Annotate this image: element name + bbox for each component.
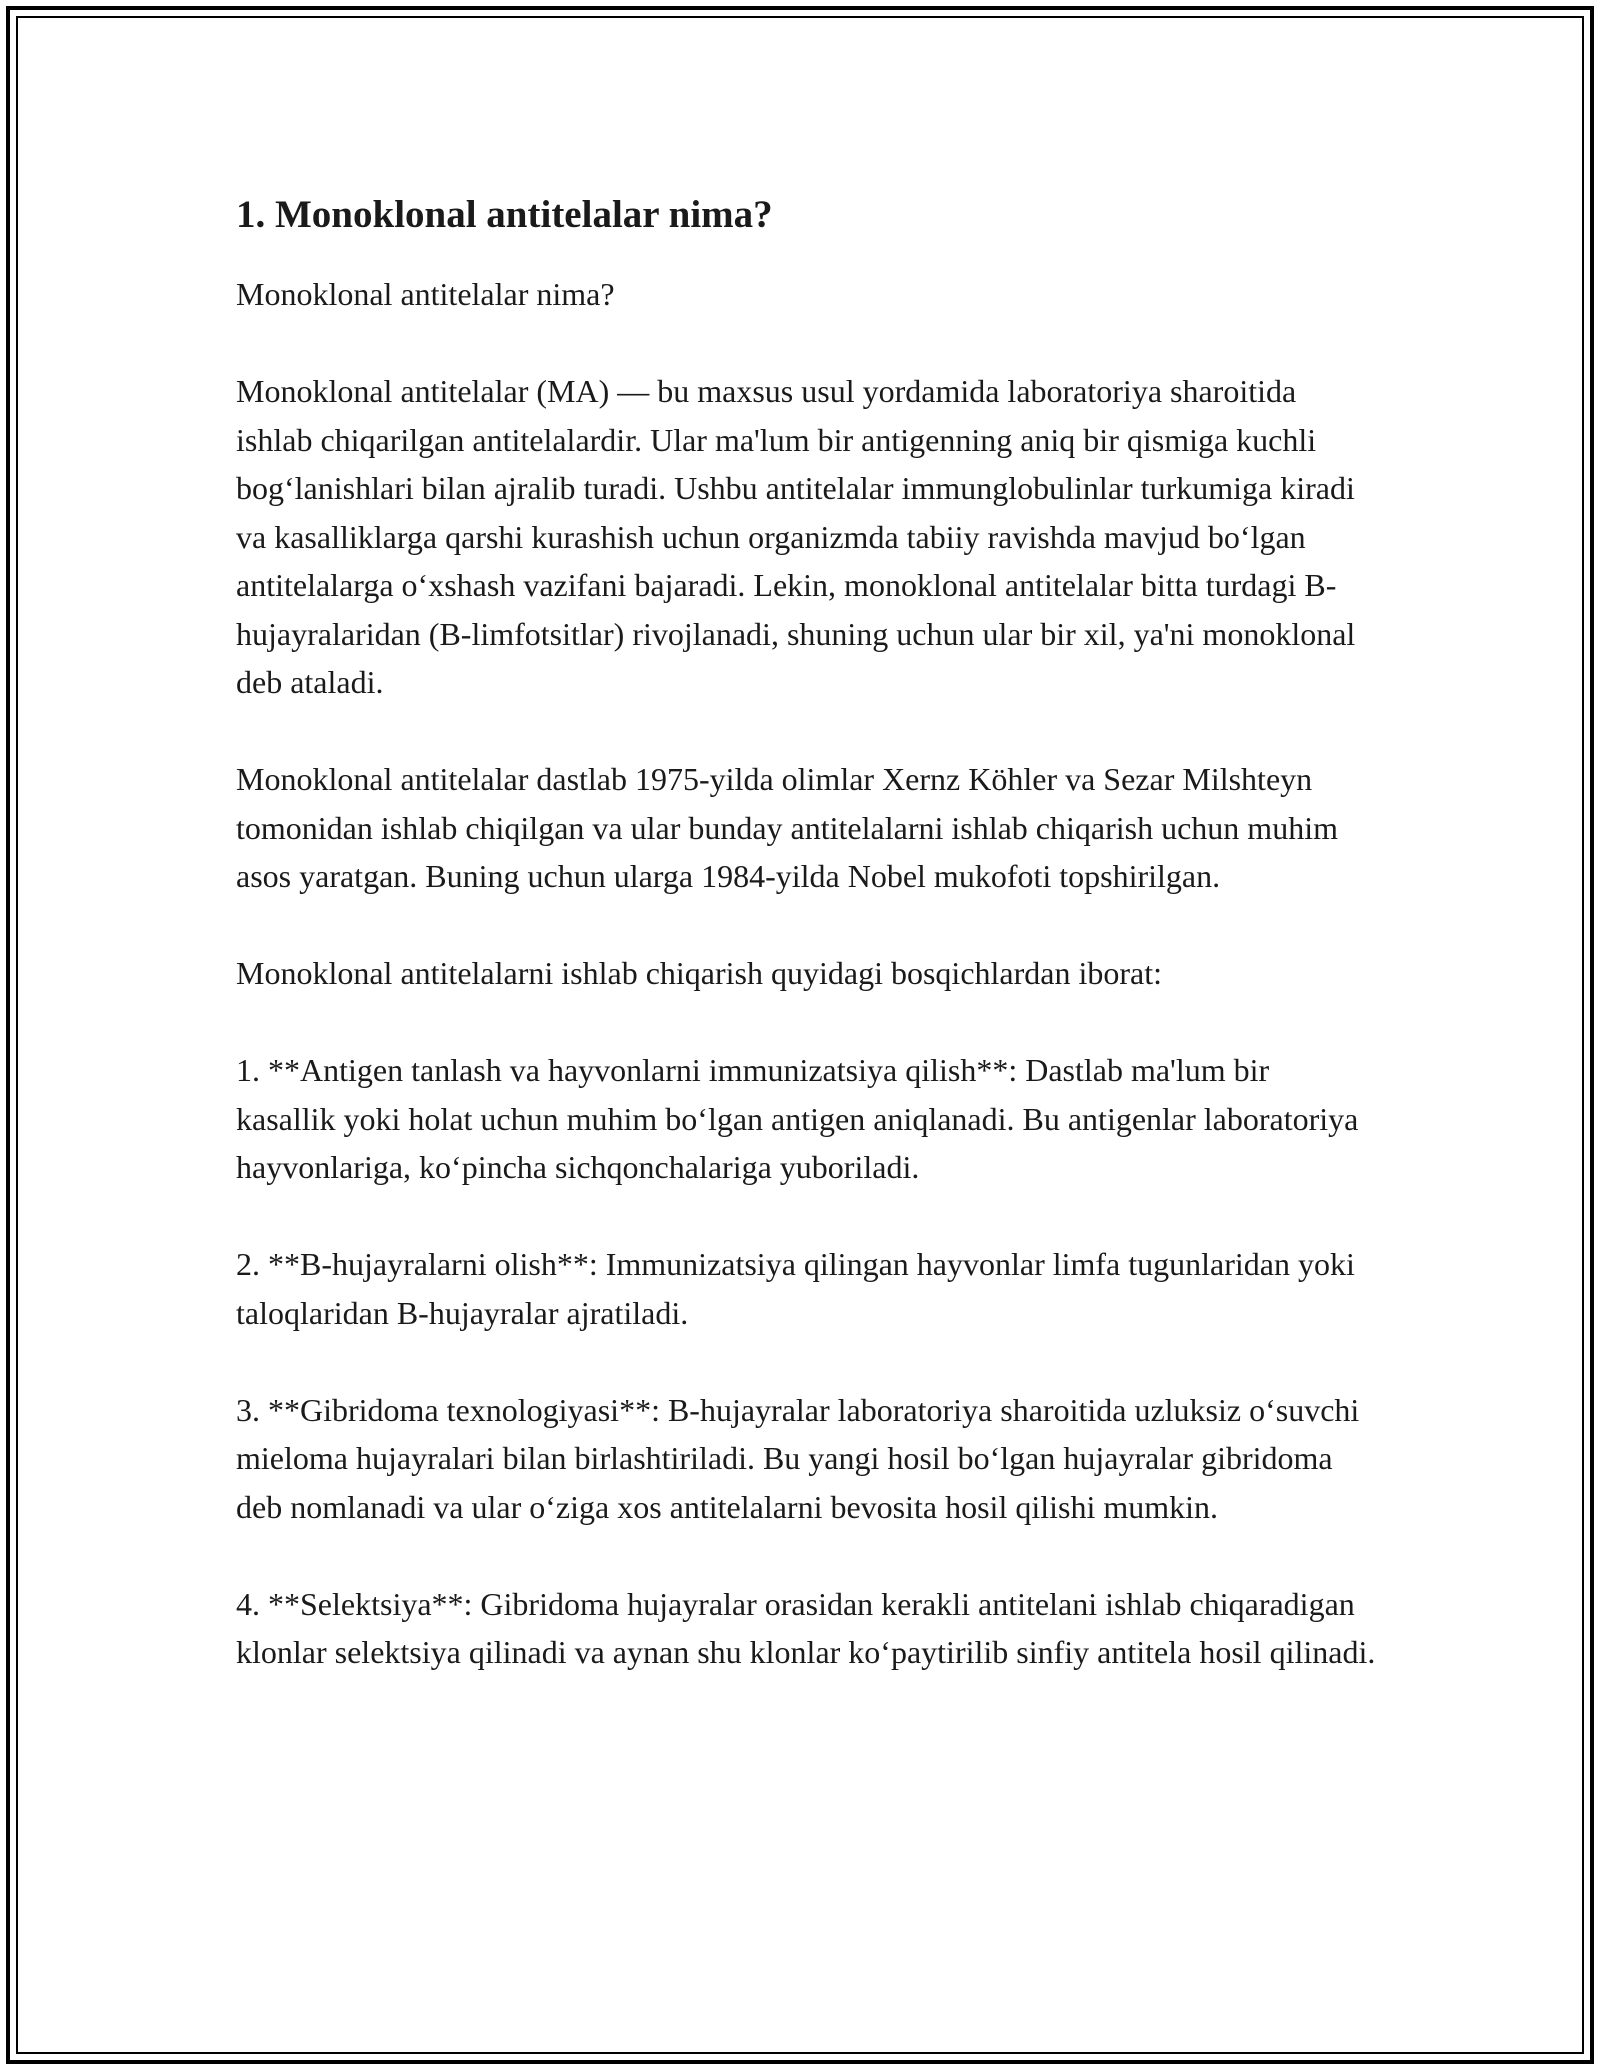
paragraph-history: Monoklonal antitelalar dastlab 1975-yilda olimlar Xernz Köhler va Sezar Milshteyn tomonidan ishlab chiqilgan va ular bunday antitelalarni ishlab chiqarish uchun muhim asos yaratgan. Buning uchun ularga 1984-yilda Nobel mukofoti topshirilgan. xyxy=(236,761,1338,894)
list-item-step-1: 1. **Antigen tanlash va hayvonlarni immunizatsiya qilish**: Dastlab ma'lum bir kasallik yoki holat uchun muhim bo‘lgan antigen aniqlanadi. Bu antigenlar laboratoriya hayvonlariga, ko‘pincha sichqonchalariga yuboriladi. xyxy=(236,1052,1359,1185)
list-item-step-2: 2. **B-hujayralarni olish**: Immunizatsiya qilingan hayvonlar limfa tugunlaridan yoki taloqlaridan B-hujayralar ajratiladi. xyxy=(236,1246,1355,1331)
list-item-step-4: 4. **Selektsiya**: Gibridoma hujayralar orasidan kerakli antitelani ishlab chiqaradigan klonlar selektsiya qilinadi va aynan shu klonlar ko‘paytirilib sinfiy antitela hosil qilinadi. xyxy=(236,1585,1376,1670)
paragraph-question: Monoklonal antitelalar nima? xyxy=(236,276,615,312)
paragraph-steps-intro: Monoklonal antitelalarni ishlab chiqarish quyidagi bosqichlardan iborat: xyxy=(236,955,1162,991)
document-body xyxy=(236,190,1376,1725)
list-item-step-3: 3. **Gibridoma texnologiyasi**: B-hujayralar laboratoriya sharoitida uzluksiz o‘suvchi mieloma hujayralari bilan birlashtiriladi. Bu yangi hosil bo‘lgan hujayralar gibridoma deb nomlanadi va ular o‘ziga xos antitelalarni bevosita hosil qilishi mumkin. xyxy=(236,1391,1360,1525)
document-title: 1. Monoklonal antitelalar nima? xyxy=(236,193,773,236)
paragraph-definition: Monoklonal antitelalar (MA) — bu maxsus usul yordamida laboratoriya sharoitida ishlab chiqarilgan antitelalardir. Ular ma'lum bir antigenning aniq bir qismiga kuchli bog‘lanishlari bilan ajralib turadi. Ushbu antitelalar immunglobulinlar turkumiga kiradi va kasalliklarga qarshi kurashish uchun organizmda tabiiy ravishda mavjud bo‘lgan antitelalarga o‘xshash vazifani bajaradi. Lekin, monoklonal antitelalar bitta turdagi B-hujayralaridan (B-limfotsitlar) rivojlanadi, shuning uchun ular bir xil, ya'ni monoklonal deb ataladi. xyxy=(236,373,1356,700)
